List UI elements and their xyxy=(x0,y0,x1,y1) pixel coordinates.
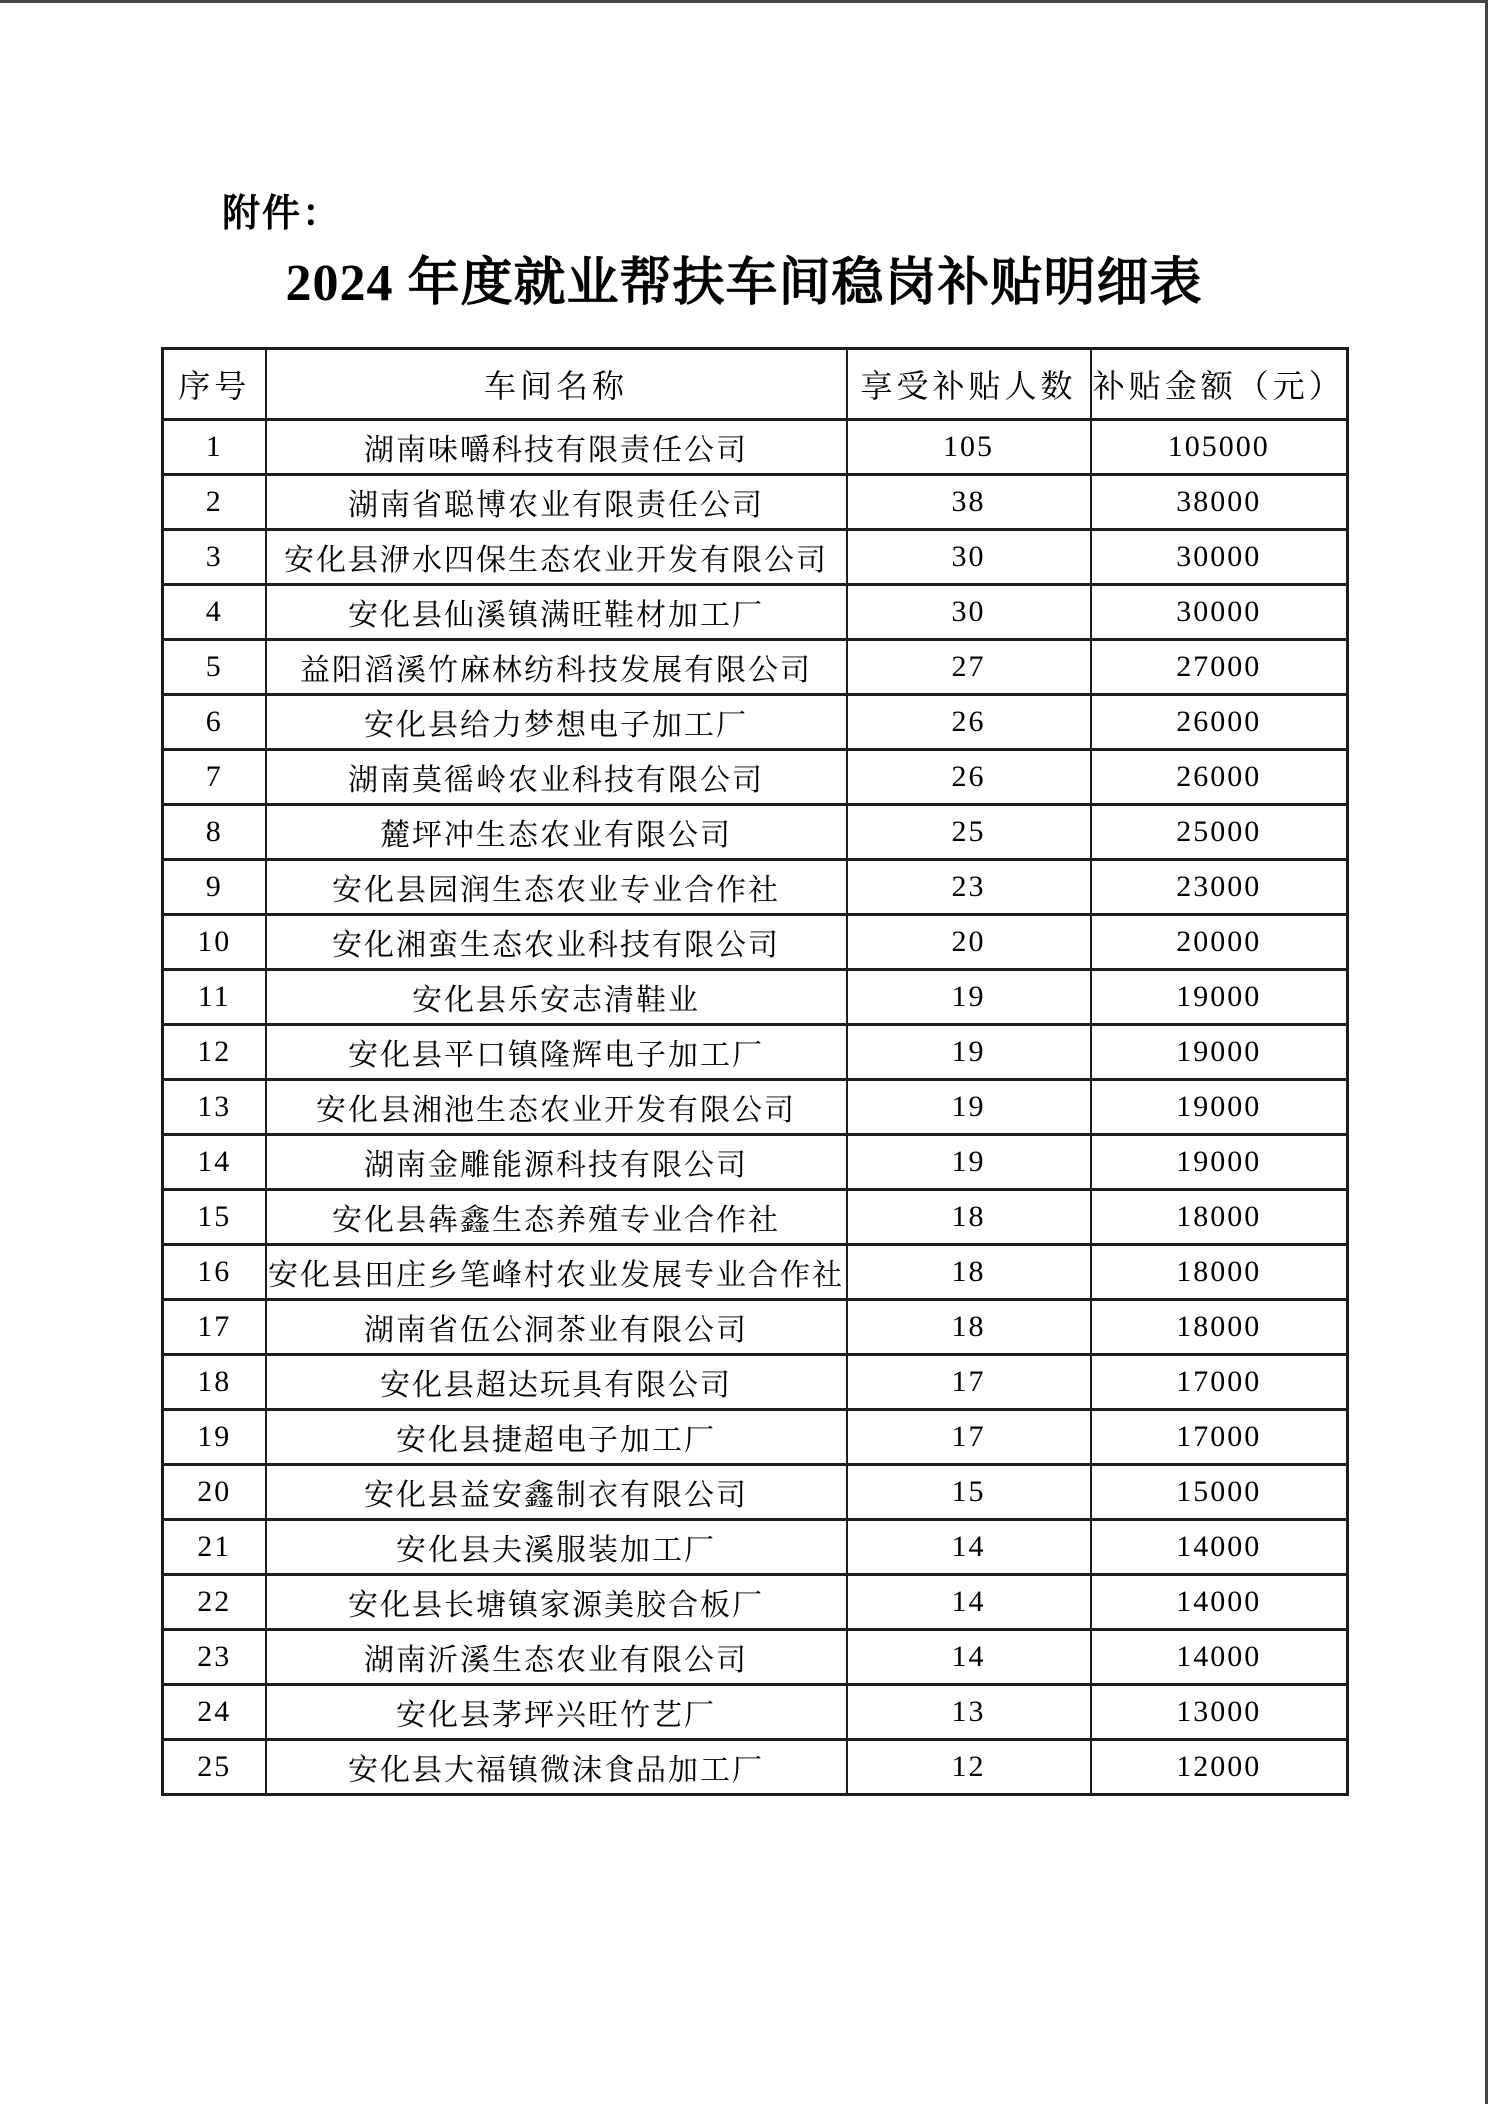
cell-people: 20 xyxy=(847,915,1091,970)
cell-no: 17 xyxy=(163,1300,266,1355)
cell-no: 4 xyxy=(163,585,266,640)
cell-no: 8 xyxy=(163,805,266,860)
table-header-row xyxy=(163,349,1348,420)
table-row xyxy=(163,640,1348,695)
cell-people: 15 xyxy=(847,1465,1091,1520)
cell-amount: 23000 xyxy=(1091,860,1348,915)
cell-name: 安化县大福镇微沫食品加工厂 xyxy=(266,1740,847,1795)
column-header-people: 享受补贴人数 xyxy=(847,349,1091,420)
cell-people: 12 xyxy=(847,1740,1091,1795)
cell-no: 18 xyxy=(163,1355,266,1410)
cell-name: 安化县乐安志清鞋业 xyxy=(266,970,847,1025)
cell-no: 16 xyxy=(163,1245,266,1300)
cell-name: 安化县平口镇隆辉电子加工厂 xyxy=(266,1025,847,1080)
cell-people: 19 xyxy=(847,1080,1091,1135)
subsidy-table xyxy=(161,347,1349,1796)
cell-name: 湖南味嚼科技有限责任公司 xyxy=(266,420,847,475)
table-row xyxy=(163,1190,1348,1245)
cell-people: 30 xyxy=(847,530,1091,585)
cell-amount: 20000 xyxy=(1091,915,1348,970)
cell-people: 18 xyxy=(847,1190,1091,1245)
cell-amount: 26000 xyxy=(1091,695,1348,750)
cell-no: 14 xyxy=(163,1135,266,1190)
cell-amount: 19000 xyxy=(1091,970,1348,1025)
table-row xyxy=(163,1575,1348,1630)
cell-people: 14 xyxy=(847,1575,1091,1630)
cell-name: 安化县捷超电子加工厂 xyxy=(266,1410,847,1465)
cell-no: 11 xyxy=(163,970,266,1025)
cell-amount: 12000 xyxy=(1091,1740,1348,1795)
page-title: 2024 年度就业帮扶车间稳岗补贴明细表 xyxy=(285,255,1203,312)
table-row xyxy=(163,1135,1348,1190)
cell-no: 24 xyxy=(163,1685,266,1740)
cell-people: 25 xyxy=(847,805,1091,860)
table-row xyxy=(163,1465,1348,1520)
cell-name: 湖南省伍公洞茶业有限公司 xyxy=(266,1300,847,1355)
cell-no: 3 xyxy=(163,530,266,585)
cell-amount: 18000 xyxy=(1091,1300,1348,1355)
cell-no: 21 xyxy=(163,1520,266,1575)
cell-people: 18 xyxy=(847,1245,1091,1300)
cell-name: 麓坪冲生态农业有限公司 xyxy=(266,805,847,860)
cell-amount: 105000 xyxy=(1091,420,1348,475)
cell-people: 13 xyxy=(847,1685,1091,1740)
cell-people: 38 xyxy=(847,475,1091,530)
cell-name: 湖南莫徭岭农业科技有限公司 xyxy=(266,750,847,805)
cell-people: 105 xyxy=(847,420,1091,475)
cell-no: 1 xyxy=(163,420,266,475)
cell-no: 5 xyxy=(163,640,266,695)
table-row xyxy=(163,1025,1348,1080)
cell-no: 9 xyxy=(163,860,266,915)
cell-amount: 30000 xyxy=(1091,530,1348,585)
cell-amount: 13000 xyxy=(1091,1685,1348,1740)
cell-name: 安化县益安鑫制衣有限公司 xyxy=(266,1465,847,1520)
cell-name: 安化县茅坪兴旺竹艺厂 xyxy=(266,1685,847,1740)
cell-amount: 19000 xyxy=(1091,1080,1348,1135)
cell-people: 19 xyxy=(847,1135,1091,1190)
cell-no: 10 xyxy=(163,915,266,970)
cell-no: 7 xyxy=(163,750,266,805)
cell-no: 2 xyxy=(163,475,266,530)
cell-name: 安化湘蛮生态农业科技有限公司 xyxy=(266,915,847,970)
table-row xyxy=(163,1740,1348,1795)
table-row xyxy=(163,1410,1348,1465)
cell-people: 27 xyxy=(847,640,1091,695)
cell-name: 安化县超达玩具有限公司 xyxy=(266,1355,847,1410)
table-row xyxy=(163,585,1348,640)
cell-amount: 14000 xyxy=(1091,1630,1348,1685)
cell-no: 20 xyxy=(163,1465,266,1520)
cell-amount: 15000 xyxy=(1091,1465,1348,1520)
cell-amount: 14000 xyxy=(1091,1520,1348,1575)
table-row xyxy=(163,970,1348,1025)
cell-name: 安化县园润生态农业专业合作社 xyxy=(266,860,847,915)
cell-people: 19 xyxy=(847,970,1091,1025)
cell-amount: 18000 xyxy=(1091,1190,1348,1245)
cell-amount: 30000 xyxy=(1091,585,1348,640)
cell-amount: 19000 xyxy=(1091,1135,1348,1190)
cell-amount: 25000 xyxy=(1091,805,1348,860)
cell-name: 安化县长塘镇家源美胶合板厂 xyxy=(266,1575,847,1630)
attachment-label: 附件： xyxy=(222,193,343,235)
table-row xyxy=(163,1685,1348,1740)
cell-amount: 14000 xyxy=(1091,1575,1348,1630)
cell-no: 23 xyxy=(163,1630,266,1685)
table-row xyxy=(163,1630,1348,1685)
table-row xyxy=(163,805,1348,860)
cell-people: 17 xyxy=(847,1355,1091,1410)
cell-no: 6 xyxy=(163,695,266,750)
cell-no: 13 xyxy=(163,1080,266,1135)
cell-amount: 26000 xyxy=(1091,750,1348,805)
scan-edge-top xyxy=(0,0,1488,3)
cell-people: 30 xyxy=(847,585,1091,640)
cell-name: 益阳滔溪竹麻林纺科技发展有限公司 xyxy=(266,640,847,695)
table-row xyxy=(163,1080,1348,1135)
cell-amount: 38000 xyxy=(1091,475,1348,530)
cell-name: 安化县湘池生态农业开发有限公司 xyxy=(266,1080,847,1135)
cell-no: 22 xyxy=(163,1575,266,1630)
cell-people: 23 xyxy=(847,860,1091,915)
cell-people: 14 xyxy=(847,1630,1091,1685)
table-row xyxy=(163,1300,1348,1355)
cell-people: 26 xyxy=(847,695,1091,750)
cell-name: 安化县夫溪服装加工厂 xyxy=(266,1520,847,1575)
cell-no: 25 xyxy=(163,1740,266,1795)
cell-people: 26 xyxy=(847,750,1091,805)
table-row xyxy=(163,1245,1348,1300)
cell-amount: 19000 xyxy=(1091,1025,1348,1080)
table-row xyxy=(163,915,1348,970)
cell-people: 17 xyxy=(847,1410,1091,1465)
table-row xyxy=(163,530,1348,585)
table-row xyxy=(163,1520,1348,1575)
table-row xyxy=(163,750,1348,805)
cell-name: 安化县给力梦想电子加工厂 xyxy=(266,695,847,750)
cell-people: 19 xyxy=(847,1025,1091,1080)
cell-name: 湖南省聪博农业有限责任公司 xyxy=(266,475,847,530)
cell-amount: 17000 xyxy=(1091,1410,1348,1465)
column-header-no: 序号 xyxy=(163,349,266,420)
cell-no: 19 xyxy=(163,1410,266,1465)
table-row xyxy=(163,475,1348,530)
cell-people: 14 xyxy=(847,1520,1091,1575)
table-row xyxy=(163,695,1348,750)
cell-name: 安化县洢水四保生态农业开发有限公司 xyxy=(266,530,847,585)
cell-name: 湖南沂溪生态农业有限公司 xyxy=(266,1630,847,1685)
cell-name: 安化县仙溪镇满旺鞋材加工厂 xyxy=(266,585,847,640)
table-row xyxy=(163,860,1348,915)
cell-amount: 18000 xyxy=(1091,1245,1348,1300)
table-row xyxy=(163,1355,1348,1410)
column-header-name: 车间名称 xyxy=(266,349,847,420)
cell-no: 15 xyxy=(163,1190,266,1245)
column-header-amount: 补贴金额（元） xyxy=(1091,349,1348,420)
cell-people: 18 xyxy=(847,1300,1091,1355)
table-row xyxy=(163,420,1348,475)
cell-no: 12 xyxy=(163,1025,266,1080)
cell-amount: 27000 xyxy=(1091,640,1348,695)
cell-name: 湖南金雕能源科技有限公司 xyxy=(266,1135,847,1190)
cell-name: 安化县犇鑫生态养殖专业合作社 xyxy=(266,1190,847,1245)
cell-name: 安化县田庄乡笔峰村农业发展专业合作社 xyxy=(266,1245,847,1300)
cell-amount: 17000 xyxy=(1091,1355,1348,1410)
